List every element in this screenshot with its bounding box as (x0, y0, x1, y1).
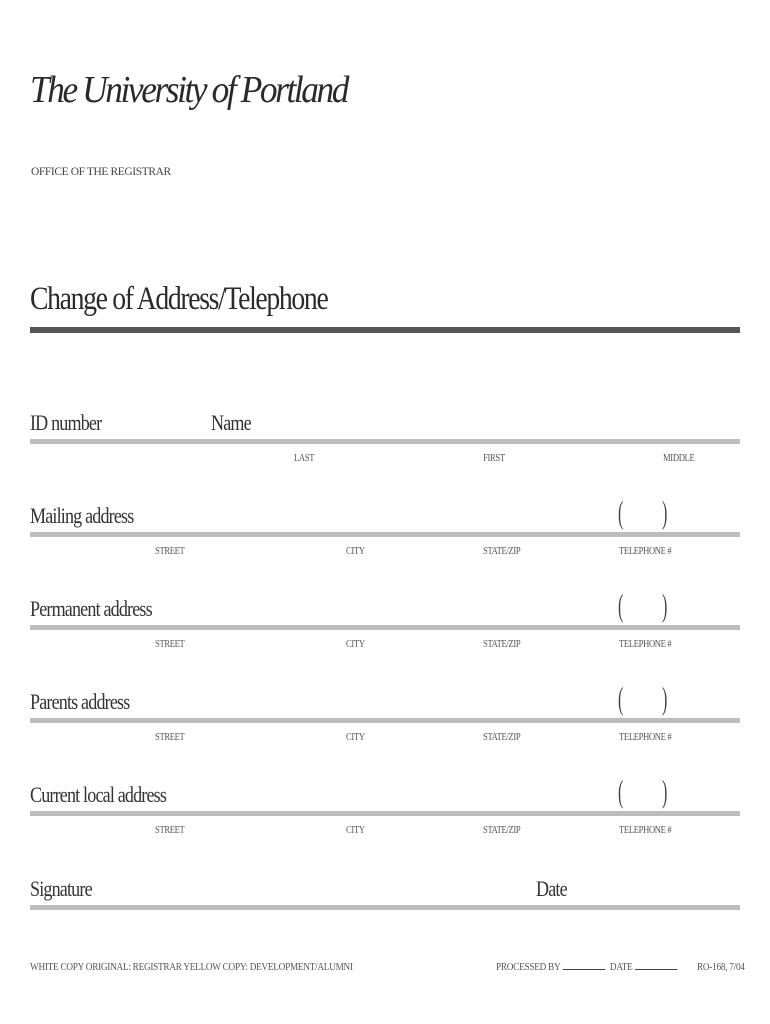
copy-distribution-note: WHITE COPY ORIGINAL: REGISTRAR YELLOW COPY: DEVELOPMENT/ALUMNI (30, 962, 353, 973)
phone-close-paren: ) (662, 587, 668, 623)
city-caption: CITY (346, 639, 365, 650)
first-name-caption: FIRST (483, 453, 505, 464)
date-label: Date (536, 876, 567, 901)
processed-date-label: DATE (609, 962, 633, 973)
telephone-caption: TELEPHONE # (619, 732, 672, 743)
signature-label: Signature (30, 876, 92, 901)
permanent-address-label: Permanent address (30, 596, 152, 621)
city-caption: CITY (346, 546, 365, 557)
form-title: Change of Address/Telephone (30, 281, 328, 317)
phone-close-paren: ) (662, 680, 668, 716)
permanent-address-field[interactable] (30, 625, 740, 630)
state-zip-caption: STATE/ZIP (483, 825, 521, 836)
street-caption: STREET (155, 732, 185, 743)
phone-open-paren: ( (618, 773, 624, 809)
state-zip-caption: STATE/ZIP (483, 639, 521, 650)
parents-address-label: Parents address (30, 689, 130, 714)
parents-address-field[interactable] (30, 718, 740, 723)
street-caption: STREET (155, 546, 185, 557)
state-zip-caption: STATE/ZIP (483, 732, 521, 743)
street-caption: STREET (155, 825, 185, 836)
phone-open-paren: ( (618, 494, 624, 530)
processed-by-field (496, 962, 680, 973)
office-name: OFFICE OF THE REGISTRAR (31, 166, 171, 178)
phone-open-paren: ( (618, 587, 624, 623)
current-local-address-field[interactable] (30, 811, 740, 816)
name-label: Name (211, 410, 251, 435)
street-caption: STREET (155, 639, 185, 650)
telephone-caption: TELEPHONE # (619, 546, 672, 557)
telephone-caption: TELEPHONE # (619, 825, 672, 836)
mailing-address-label: Mailing address (30, 503, 134, 528)
middle-name-caption: MIDDLE (663, 453, 695, 464)
state-zip-caption: STATE/ZIP (483, 546, 521, 557)
city-caption: CITY (346, 825, 365, 836)
signature-field[interactable] (30, 905, 740, 910)
current-local-address-label: Current local address (30, 782, 167, 807)
name-field[interactable] (30, 439, 740, 444)
phone-close-paren: ) (662, 773, 668, 809)
id-number-label: ID number (30, 410, 102, 435)
processed-date-blank[interactable] (635, 969, 677, 970)
title-divider (30, 327, 740, 333)
form-code: RO-168, 7/04 (697, 962, 745, 973)
telephone-caption: TELEPHONE # (619, 639, 672, 650)
phone-open-paren: ( (618, 680, 624, 716)
city-caption: CITY (346, 732, 365, 743)
processed-by-label: PROCESSED BY (496, 962, 561, 973)
processed-by-blank[interactable] (563, 969, 605, 970)
phone-close-paren: ) (662, 494, 668, 530)
last-name-caption: LAST (294, 453, 315, 464)
mailing-address-field[interactable] (30, 532, 740, 537)
university-logo: The University of Portland (30, 69, 348, 111)
